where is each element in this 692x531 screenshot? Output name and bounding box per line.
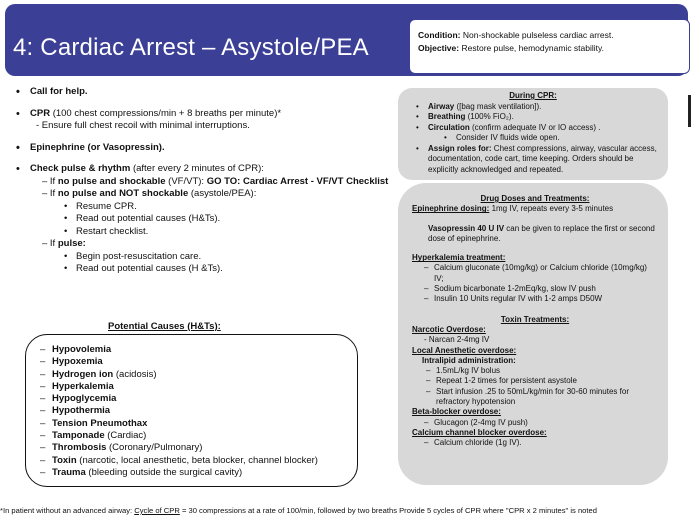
epi-dosing: Epinephrine dosing: 1mg IV, repeats every 3-5 minutes [412, 204, 614, 214]
page-title: 4: Cardiac Arrest – Asystole/PEA [13, 34, 369, 61]
cause-item: – Hyperkalemia [40, 381, 357, 393]
list-item: – Calcium gluconate (10mg/kg) or Calcium chloride (10mg/kg) IV; [412, 263, 658, 284]
list-item: – Repeat 1-2 times for persistent asystole [412, 376, 658, 386]
cause-item: – Hypovolemia [40, 344, 357, 356]
list-item: – 1.5mL/kg IV bolus [412, 366, 658, 376]
consider-fluids-item: • Consider IV fluids wide open. [408, 133, 658, 144]
step-call-help: • Call for help. [16, 86, 406, 99]
step-check-pulse: • Check pulse & rhythm (after every 2 minutes of CPR): [16, 163, 406, 176]
during-cpr-title: During CPR: [509, 91, 557, 100]
cause-item: – Trauma (bleeding outside the surgical cavity) [40, 467, 357, 479]
cause-item: – Toxin (narcotic, local anesthetic, beta blocker, channel blocker) [40, 455, 357, 467]
narcan-item: - Narcan 2-4mg IV [424, 335, 490, 345]
list-item: • Begin post-resuscitation care. [16, 251, 406, 264]
circulation-item: • Circulation (confirm adequate IV or IO access) . [408, 123, 658, 134]
cause-item: – Tamponade (Cardiac) [40, 430, 357, 442]
list-item: – Insulin 10 Units regular IV with 1-2 amps D50W [412, 294, 658, 304]
drugs-title: Drug Doses and Treatments: [480, 194, 590, 203]
list-item: – Start infusion .25 to 50mL/kg/min for 30-60 minutes for refractory hypotension [412, 387, 658, 408]
list-item: – Sodium bicarbonate 1-2mEq/kg, slow IV push [412, 284, 658, 294]
breathing-item: • Breathing (100% FiO₂). [408, 112, 658, 123]
condition-box [409, 19, 690, 74]
toxin-title: Toxin Treatments: [500, 314, 570, 324]
cause-item: – Thrombosis (Coronary/Pulmonary) [40, 442, 357, 454]
branch-pulse: – If pulse: [42, 238, 86, 249]
objective-line: Objective: Restore pulse, hemodynamic stability. [418, 43, 605, 53]
condition-line: Condition: Non-shockable pulseless cardiac arrest. [418, 30, 614, 40]
calcium-chloride-item: – Calcium chloride (1g IV). [412, 438, 658, 448]
vasopressin-note: Vasopressin 40 U IV can be given to replace the first or second dose of epinephrine. [428, 223, 655, 243]
main-checklist [16, 86, 406, 276]
step-epinephrine: • Epinephrine (or Vasopressin). [16, 142, 406, 155]
list-item: • Resume CPR. [16, 201, 406, 214]
cause-item: – Hypoxemia [40, 356, 357, 368]
cause-item: – Tension Pneumothax [40, 418, 357, 430]
edge-marker [688, 95, 691, 127]
airway-item: • Airway ([bag mask ventilation]). [408, 102, 658, 113]
cause-item: – Hypothermia [40, 405, 357, 417]
hyperkalemia-title: Hyperkalemia treatment: [412, 253, 506, 263]
glucagon-item: – Glucagon (2-4mg IV push) [412, 418, 658, 428]
causes-box [25, 334, 358, 487]
causes-title: Potential Causes (H&Ts): [108, 321, 221, 332]
narcotic-title: Narcotic Overdose: [412, 324, 486, 334]
drug-doses-box [398, 183, 668, 485]
footnote: *In patient without an advanced airway: Cycle of CPR = 30 compressions at a rate of 100/min, followed by two breaths Provide 5 cycles of CPR where "CPR x 2 minutes" is noted [0, 506, 597, 515]
list-item: • Read out potential causes (H&Ts). [16, 213, 406, 226]
beta-blocker-title: Beta-blocker overdose: [412, 407, 501, 417]
step-cpr-sub: - Ensure full chest recoil with minimal interruptions. [36, 120, 250, 131]
local-anesthetic-title: Local Anesthetic overdose: [412, 345, 517, 355]
cause-item: – Hydrogen ion (acidosis) [40, 369, 357, 381]
branch-not-shockable: – If no pulse and NOT shockable (asystole/PEA): [42, 188, 257, 199]
during-cpr-box [398, 88, 668, 180]
ccb-title: Calcium channel blocker overdose: [412, 427, 547, 437]
assign-roles-item: • Assign roles for: Chest compressions, airway, vascular access, documentation, code cart, time keeping. Orders should be explicitly acknowledged and repeated. [408, 144, 658, 176]
list-item: • Read out potential causes (H &Ts). [16, 263, 406, 276]
list-item: • Restart checklist. [16, 226, 406, 239]
header-banner [5, 4, 688, 76]
cause-item: – Hypoglycemia [40, 393, 357, 405]
branch-shockable: – If no pulse and shockable (VF/VT): GO TO: Cardiac Arrest - VF/VT Checklist [42, 175, 389, 187]
intralipid-title: Intralipid administration: [422, 355, 516, 365]
step-cpr: • CPR (100 chest compressions/min + 8 breaths per minute)* [16, 108, 406, 121]
